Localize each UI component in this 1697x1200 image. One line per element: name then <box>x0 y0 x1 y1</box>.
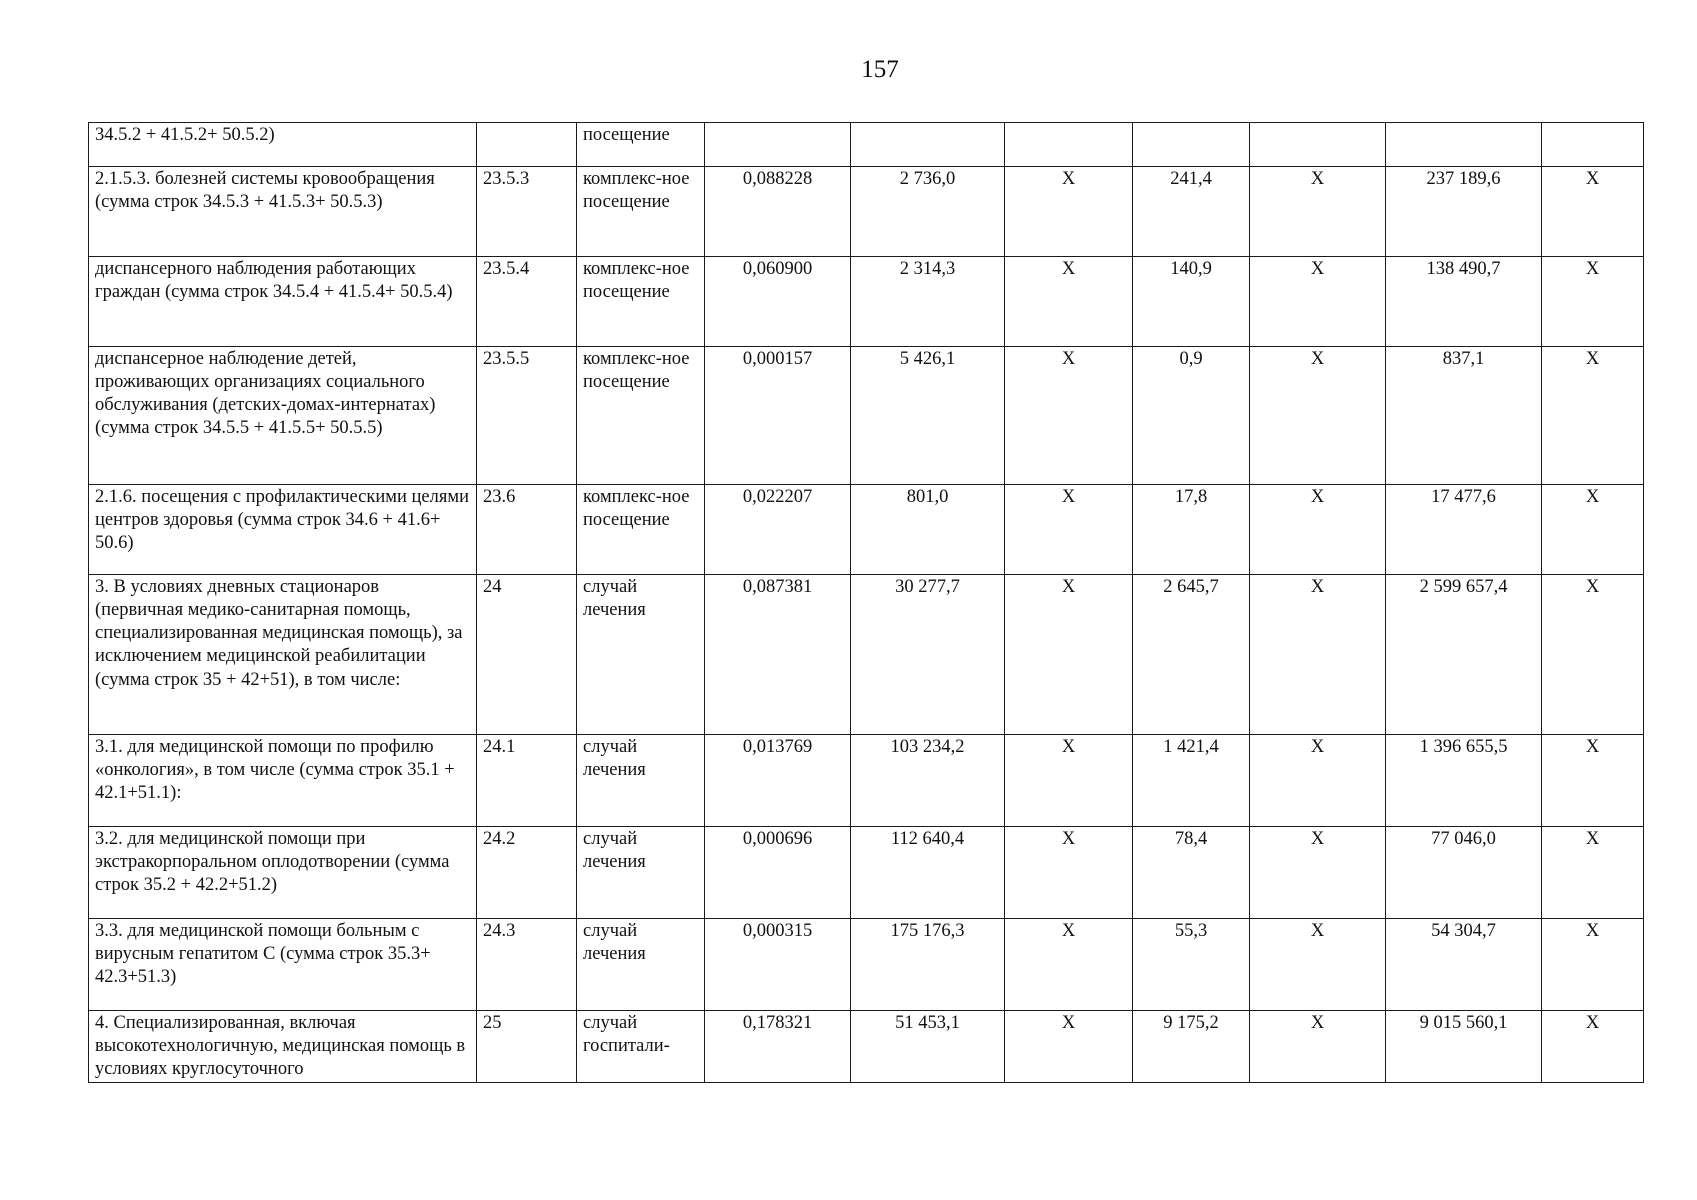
row-col-6: X <box>1005 827 1133 919</box>
row-code: 24.2 <box>477 827 577 919</box>
row-col-6: X <box>1005 485 1133 575</box>
row-description: 3.1. для медицинской помощи по профилю «онкология», в том числе (сумма строк 35.1 + 42.1+51.1): <box>89 735 477 827</box>
row-col-8: X <box>1250 827 1386 919</box>
row-col-10: X <box>1542 485 1644 575</box>
row-col-10: X <box>1542 1011 1644 1083</box>
row-col-9: 1 396 655,5 <box>1386 735 1542 827</box>
row-col-7: 2 645,7 <box>1133 575 1250 735</box>
table-row <box>89 919 1644 1011</box>
row-code: 23.5.3 <box>477 167 577 257</box>
row-cost-norm: 175 176,3 <box>851 919 1005 1011</box>
row-cost-norm: 112 640,4 <box>851 827 1005 919</box>
row-unit: случай лечения <box>577 735 705 827</box>
row-unit: случай лечения <box>577 919 705 1011</box>
row-col-9: 54 304,7 <box>1386 919 1542 1011</box>
row-col-7: 140,9 <box>1133 257 1250 347</box>
row-col-7: 17,8 <box>1133 485 1250 575</box>
row-col-9: 138 490,7 <box>1386 257 1542 347</box>
row-cost-norm: 103 234,2 <box>851 735 1005 827</box>
row-cost-norm: 2 736,0 <box>851 167 1005 257</box>
row-unit: случай лечения <box>577 827 705 919</box>
row-col-7: 78,4 <box>1133 827 1250 919</box>
row-col-8: X <box>1250 575 1386 735</box>
row-col-9: 837,1 <box>1386 347 1542 485</box>
table-row <box>89 575 1644 735</box>
row-unit: комплекс-ное посещение <box>577 167 705 257</box>
row-col-7: 1 421,4 <box>1133 735 1250 827</box>
row-col-9: 9 015 560,1 <box>1386 1011 1542 1083</box>
row-description: 2.1.6. посещения с профилактическими целями центров здоровья (сумма строк 34.6 + 41.6+ 50.6) <box>89 485 477 575</box>
row-col-7: 241,4 <box>1133 167 1250 257</box>
row-cost-norm: 5 426,1 <box>851 347 1005 485</box>
row-col-8: X <box>1250 257 1386 347</box>
row-description: 3.3. для медицинской помощи больным с вирусным гепатитом С (сумма строк 35.3+ 42.3+51.3) <box>89 919 477 1011</box>
row-code: 24 <box>477 575 577 735</box>
table-row <box>89 123 1644 167</box>
table-row <box>89 167 1644 257</box>
table-row <box>89 827 1644 919</box>
row-col-7: 0,9 <box>1133 347 1250 485</box>
row-col-10: X <box>1542 347 1644 485</box>
row-cost-norm: 30 277,7 <box>851 575 1005 735</box>
table-row <box>89 485 1644 575</box>
row-volume-norm: 0,178321 <box>705 1011 851 1083</box>
row-volume-norm: 0,060900 <box>705 257 851 347</box>
row-col-7: 9 175,2 <box>1133 1011 1250 1083</box>
row-cost-norm: 2 314,3 <box>851 257 1005 347</box>
row-col-6: X <box>1005 347 1133 485</box>
row-col-10: X <box>1542 257 1644 347</box>
row-col-7 <box>1133 123 1250 167</box>
row-cost-norm: 51 453,1 <box>851 1011 1005 1083</box>
row-volume-norm <box>705 123 851 167</box>
row-col-9: 17 477,6 <box>1386 485 1542 575</box>
row-unit: комплекс-ное посещение <box>577 257 705 347</box>
row-code: 23.5.4 <box>477 257 577 347</box>
row-volume-norm: 0,000157 <box>705 347 851 485</box>
row-description: 4. Специализированная, включая высокотехнологичную, медицинская помощь в условиях круглосуточного <box>89 1011 477 1083</box>
row-volume-norm: 0,088228 <box>705 167 851 257</box>
row-col-6 <box>1005 123 1133 167</box>
row-volume-norm: 0,022207 <box>705 485 851 575</box>
row-code: 23.6 <box>477 485 577 575</box>
table-row <box>89 735 1644 827</box>
row-col-8: X <box>1250 167 1386 257</box>
row-code: 25 <box>477 1011 577 1083</box>
row-col-8 <box>1250 123 1386 167</box>
row-cost-norm <box>851 123 1005 167</box>
row-description: 2.1.5.3. болезней системы кровообращения (сумма строк 34.5.3 + 41.5.3+ 50.5.3) <box>89 167 477 257</box>
row-description: 3.2. для медицинской помощи при экстракорпоральном оплодотворении (сумма строк 35.2 + 42.2+51.2) <box>89 827 477 919</box>
table-row <box>89 347 1644 485</box>
row-col-6: X <box>1005 575 1133 735</box>
row-unit: комплекс-ное посещение <box>577 485 705 575</box>
row-code: 24.1 <box>477 735 577 827</box>
row-description: диспансерное наблюдение детей, проживающих организациях социального обслуживания (детских-домах-интернатах) (сумма строк 34.5.5 + 41.5.5+ 50.5.5) <box>89 347 477 485</box>
row-col-10: X <box>1542 827 1644 919</box>
row-col-6: X <box>1005 735 1133 827</box>
row-col-9 <box>1386 123 1542 167</box>
data-table <box>88 122 1644 1083</box>
row-col-10: X <box>1542 735 1644 827</box>
row-code: 24.3 <box>477 919 577 1011</box>
row-description: 3. В условиях дневных стационаров (первичная медико-санитарная помощь, специализированная медицинская помощь), за исключением медицинской реабилитации (сумма строк 35 + 42+51), в том числе: <box>89 575 477 735</box>
row-volume-norm: 0,000315 <box>705 919 851 1011</box>
row-col-6: X <box>1005 167 1133 257</box>
row-col-9: 77 046,0 <box>1386 827 1542 919</box>
row-volume-norm: 0,000696 <box>705 827 851 919</box>
row-col-8: X <box>1250 735 1386 827</box>
row-description: диспансерного наблюдения работающих граждан (сумма строк 34.5.4 + 41.5.4+ 50.5.4) <box>89 257 477 347</box>
row-description: 34.5.2 + 41.5.2+ 50.5.2) <box>89 123 477 167</box>
row-col-9: 2 599 657,4 <box>1386 575 1542 735</box>
row-col-10 <box>1542 123 1644 167</box>
row-code: 23.5.5 <box>477 347 577 485</box>
page-number: 157 <box>861 56 899 83</box>
row-col-6: X <box>1005 257 1133 347</box>
table-row <box>89 1011 1644 1083</box>
row-cost-norm: 801,0 <box>851 485 1005 575</box>
row-col-10: X <box>1542 919 1644 1011</box>
row-unit: комплекс-ное посещение <box>577 347 705 485</box>
row-col-8: X <box>1250 485 1386 575</box>
row-col-10: X <box>1542 575 1644 735</box>
row-col-6: X <box>1005 1011 1133 1083</box>
row-col-8: X <box>1250 347 1386 485</box>
row-col-7: 55,3 <box>1133 919 1250 1011</box>
row-col-8: X <box>1250 1011 1386 1083</box>
row-code <box>477 123 577 167</box>
row-unit: посещение <box>577 123 705 167</box>
row-col-8: X <box>1250 919 1386 1011</box>
row-col-6: X <box>1005 919 1133 1011</box>
table-row <box>89 257 1644 347</box>
row-col-9: 237 189,6 <box>1386 167 1542 257</box>
row-volume-norm: 0,087381 <box>705 575 851 735</box>
row-unit: случай госпитали- <box>577 1011 705 1083</box>
row-col-10: X <box>1542 167 1644 257</box>
row-unit: случай лечения <box>577 575 705 735</box>
row-volume-norm: 0,013769 <box>705 735 851 827</box>
